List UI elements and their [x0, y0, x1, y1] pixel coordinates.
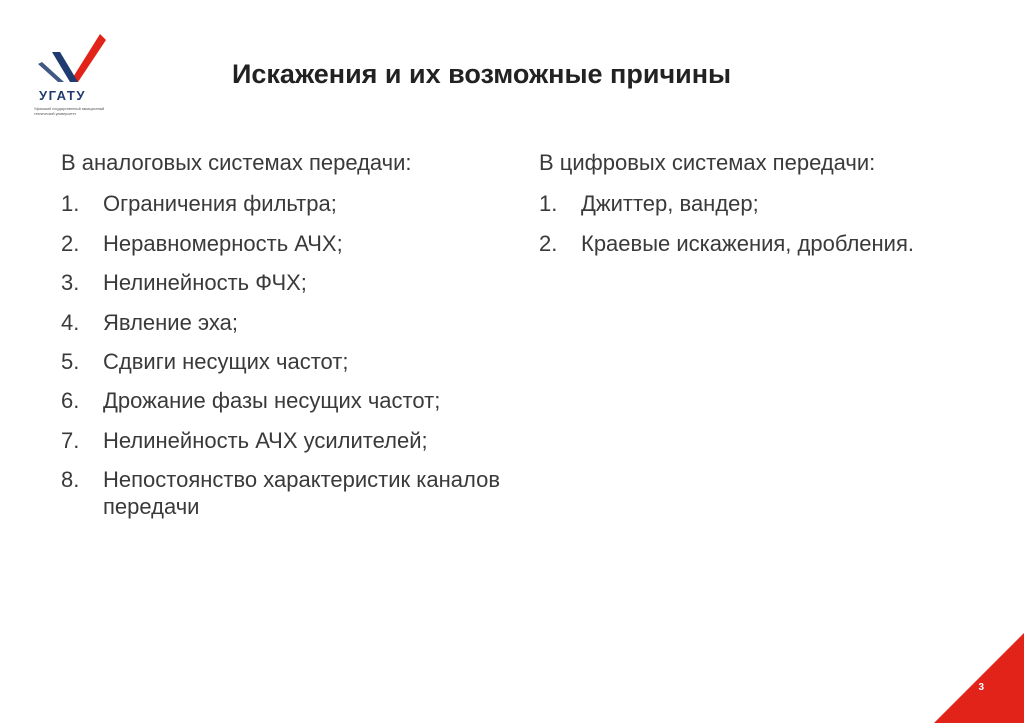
list-item — [61, 270, 511, 296]
item-text: Неравномерность АЧХ; — [103, 230, 343, 256]
item-text: Джиттер, вандер; — [581, 191, 759, 217]
analog-list — [61, 191, 511, 520]
digital-list — [539, 191, 979, 257]
list-item — [61, 388, 511, 414]
item-text: Краевые искажения, дробления. — [581, 230, 914, 256]
item-text: Дрожание фазы несущих частот; — [103, 388, 441, 414]
list-item — [61, 191, 511, 217]
page-number: 3 — [978, 682, 984, 693]
analog-column — [61, 150, 511, 533]
list-item — [61, 467, 511, 520]
list-item — [61, 231, 511, 257]
item-number: 3. — [61, 270, 80, 296]
item-number: 2. — [539, 230, 558, 256]
logo-emblem-icon — [30, 30, 110, 90]
list-item — [539, 191, 979, 217]
item-number: 1. — [61, 191, 80, 217]
item-text: Явление эха; — [103, 309, 239, 335]
slide-title: Искажения и их возможные причины — [232, 59, 732, 89]
analog-heading: В аналоговых системах передачи: — [61, 150, 412, 175]
item-number: 1. — [539, 191, 558, 217]
item-text: Ограничения фильтра; — [103, 191, 337, 217]
item-text: Нелинейность АЧХ усилителей; — [103, 427, 428, 453]
item-number: 6. — [61, 388, 80, 414]
digital-column — [539, 150, 979, 270]
list-item — [539, 231, 979, 257]
corner-decoration-icon — [914, 633, 1024, 723]
logo-subtitle: Уфимский государственный авиационный технический университет — [34, 107, 105, 116]
item-text: Сдвиги несущих частот; — [103, 348, 349, 374]
item-number: 7. — [61, 427, 80, 453]
list-item — [61, 349, 511, 375]
digital-heading: В цифровых системах передачи: — [539, 150, 876, 175]
item-number: 5. — [61, 348, 80, 374]
logo-name: УГАТУ — [39, 88, 86, 103]
item-number: 4. — [61, 309, 80, 335]
university-logo — [30, 30, 110, 130]
item-number: 2. — [61, 230, 80, 256]
list-item — [61, 310, 511, 336]
item-number: 8. — [61, 467, 80, 493]
item-text: Нелинейность ФЧХ; — [103, 270, 307, 296]
list-item — [61, 428, 511, 454]
item-text: Непостоянство характеристик каналов передачи — [103, 467, 501, 519]
